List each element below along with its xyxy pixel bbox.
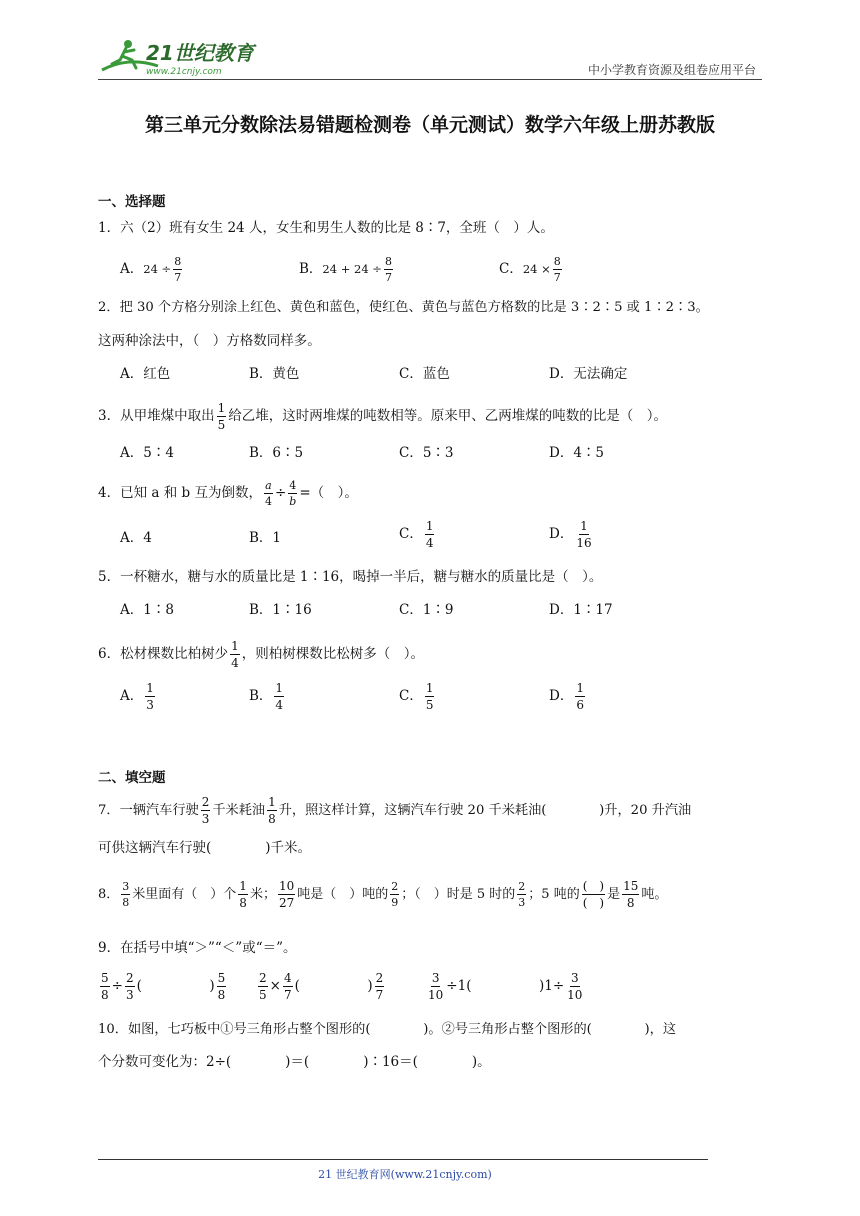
question-6: 6．松材棵数比柏树少 $\frac{1}{4}$ ，则柏树棵数比松树多（ ）。 (98, 639, 424, 670)
question-7-line-2: 可供这辆汽车行驶( )千米。 (98, 840, 312, 856)
q5-option-b: B．1∶16 (249, 602, 312, 618)
q9-expression-1: $\frac{5}{8}$ ÷ $\frac{2}{3}$ ( ) $\frac{5}{8}$ (101, 971, 226, 1002)
q9-expression-2: $\frac{2}{5}$ × $\frac{4}{7}$ ( ) $\frac{2}{7}$ (259, 971, 384, 1002)
footer-divider (98, 1159, 708, 1160)
q5-option-d: D．1∶17 (549, 602, 613, 618)
site-logo (98, 36, 258, 78)
logo-text: 21世纪教育 (146, 41, 254, 65)
q2-option-c: C．蓝色 (399, 366, 450, 382)
question-10-line-2: 个分数可变化为：2÷( )＝( )∶16＝( )。 (98, 1054, 491, 1070)
q6-option-c: C． $\frac{1}{5}$ (399, 681, 434, 712)
q4-option-b: B．1 (249, 530, 282, 546)
q1-option-a: A．24 ÷ $\frac{8}{7}$ (120, 255, 182, 284)
question-8: 8． $\frac{3}{8}$ 米里面有（ ）个 $\frac{1}{8}$ 米； $\frac{10}{27}$ 吨是（ ）吨的 $\frac{2}{9}$ ；（ ）时是 5 时的 $\frac{2}{3}$ ；5 吨的 $\frac{( )}{( )}$ 是 $\frac{15}{8}$ 吨。 (98, 879, 668, 910)
question-3: 3．从甲堆煤中取出 $\frac{1}{5}$ 给乙堆，这时两堆煤的吨数相等。原来甲、乙两堆煤的吨数的比是（ ）。 (98, 401, 667, 432)
q9-expression-3: $\frac{3}{10}$ ÷1( )1÷ $\frac{3}{10}$ (428, 971, 583, 1002)
runner-logo-icon (98, 36, 258, 78)
q3-option-b: B．6∶5 (249, 445, 304, 461)
q2-option-b: B．黄色 (249, 366, 300, 382)
section-heading-choice: 一、选择题 (98, 194, 166, 210)
question-4: 4．已知 a 和 b 互为倒数， $\frac{a}{4}$ ÷ $\frac{4}{b}$ =（ ）。 (98, 479, 358, 508)
question-10-line-1: 10．如图，七巧板中①号三角形占整个图形的( )。②号三角形占整个图形的( )，这 (98, 1022, 677, 1037)
q3-option-d: D．4∶5 (549, 445, 605, 461)
q5-option-c: C．1∶9 (399, 602, 454, 618)
q5-option-a: A．1∶8 (120, 602, 174, 618)
section-heading-fill: 二、填空题 (98, 770, 166, 786)
q3-option-a: A．5∶4 (120, 445, 174, 461)
question-7-line-1: 7．一辆汽车行驶 $\frac{2}{3}$ 千米耗油 $\frac{1}{8}$ 升，照这样计算，这辆汽车行驶 20 千米耗油( )升，20 升汽油 (98, 795, 692, 826)
footer-link[interactable]: 21 世纪教育网(www.21cnjy.com) (318, 1168, 492, 1181)
q2-option-d: D．无法确定 (549, 366, 628, 382)
logo-url: www.21cnjy.com (146, 67, 222, 77)
q6-option-b: B． $\frac{1}{4}$ (249, 681, 284, 712)
q2-option-a: A．红色 (120, 366, 171, 382)
platform-name: 中小学教育资源及组卷应用平台 (587, 63, 756, 77)
q4-option-d: D． $\frac{1}{16}$ (549, 519, 592, 550)
q1-option-b: B．24 + 24 ÷ $\frac{8}{7}$ (299, 255, 392, 284)
page-title: 第三单元分数除法易错题检测卷（单元测试）数学六年级上册苏教版 (144, 114, 715, 136)
q4-option-a: A．4 (120, 530, 152, 546)
question-1: 1．六（2）班有女生 24 人，女生和男生人数的比是 8∶7，全班（ ）人。 (98, 220, 554, 236)
q3-option-c: C．5∶3 (399, 445, 454, 461)
q1-option-c: C．24 × $\frac{8}{7}$ (499, 255, 561, 284)
q6-option-a: A． $\frac{1}{3}$ (120, 681, 154, 712)
question-5: 5．一杯糖水，糖与水的质量比是 1∶16，喝掉一半后，糖与糖水的质量比是（ ）。 (98, 569, 603, 585)
question-9: 9．在括号中填“＞”“＜”或“＝”。 (98, 940, 297, 956)
question-2-line-1: 2．把 30 个方格分别涂上红色、黄色和蓝色，使红色、黄色与蓝色方格数的比是 3∶2∶5 或 1∶2∶3。 (98, 300, 709, 315)
q4-option-c: C． $\frac{1}{4}$ (399, 519, 434, 550)
q6-option-d: D． $\frac{1}{6}$ (549, 681, 584, 712)
question-2-line-2: 这两种涂法中，（ ）方格数同样多。 (98, 333, 321, 349)
header-divider (98, 79, 762, 80)
